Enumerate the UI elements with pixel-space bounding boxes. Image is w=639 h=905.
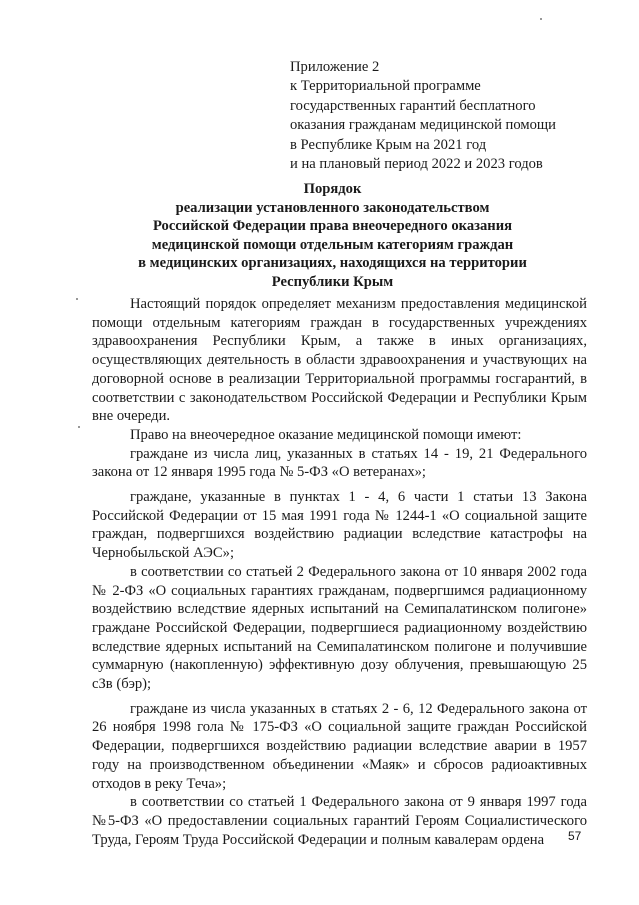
scan-speck (78, 426, 80, 428)
scan-speck (76, 298, 78, 300)
title-line: Российской Федерации права внеочередного оказания (152, 218, 513, 234)
paragraph-heroes: в соответствии со статьей 1 Федерального закона от 9 января 1997 года №5-ФЗ «О предоставлении социальных гарантий Героям Социалистического Труда, Героям Труда Российской Федерации и полным кавалерам ордена (92, 794, 587, 848)
title-line: Республики Крым (271, 273, 394, 290)
paragraph-mayak: граждане из числа указанных в статьях 2 - 6, 12 Федерального закона от 26 ноября 1998 гола № 175-ФЗ «О социальной защите граждан Российской Федерации, подвергшихся воздействию радиации вследствие аварии в 1957 году на производственном объединении «Маяк» и сбросов радиоактивных отходов в реку Теча»; (92, 700, 587, 792)
appendix-line: к Территориальной программе (290, 78, 481, 95)
title-line: реализации установленного законодательством (175, 199, 490, 216)
paragraph-right-holders: Право на внеочередное оказание медицинской помощи имеют: (130, 426, 522, 443)
document-body (92, 295, 587, 849)
paragraph-intro: Настоящий порядок определяет механизм предоставления медицинской помощи отдельным категориям граждан в государственных учреждениях здравоохранения Республики Крым, а также в иных организациях, осуществляющих деятельность в области здравоохранения и участвующих на договорной основе в реализации Территориальной программы госгарантий, в соответствии с законодательством Российской Федерации и Республики Крым вне очереди. (92, 296, 587, 425)
appendix-line: Приложение 2 (290, 59, 380, 75)
paragraph-veterans: граждане из числа лиц, указанных в статьях 14 - 19, 21 Федерального закона от 12 января 1995 года № 5-ФЗ «О ветеранах»; (92, 445, 587, 481)
appendix-line: в Республике Крым на 2021 год (290, 136, 487, 153)
appendix-line: оказания гражданам медицинской помощи (290, 117, 556, 134)
paragraph-semipalatinsk: в соответствии со статьей 2 Федерального закона от 10 января 2002 года № 2-ФЗ «О социальных гарантиях гражданам, подвергшимся радиационному воздействию вследствие ядерных испытаний на Семипалатинском полигоне» граждане Российской Федерации, подвергшиеся радиационному воздействию вследствие ядерных испытаний на Семипалатинском полигоне и получившие суммарную (накопленную) эффективную дозу облучения, превышающую 25 сЗв (бэр); (92, 563, 587, 693)
scan-speck (540, 18, 542, 20)
page-number: 57 (568, 829, 582, 843)
paragraph-chernobyl: граждане, указанные в пунктах 1 - 4, 6 части 1 статьи 13 Закона Российской Федерации от 15 мая 1991 года № 1244-1 «О социальной защите граждан, подвергшихся воздействию радиации вследствие катастрофы на Чернобыльской АЭС»; (92, 489, 587, 562)
document-title (60, 180, 605, 291)
title-line: в медицинских организациях, находящихся на территории (138, 255, 527, 271)
appendix-header (290, 58, 610, 174)
title-line: Порядок (303, 181, 362, 197)
appendix-line: и на плановый период 2022 и 2023 годов (290, 156, 543, 173)
appendix-line: государственных гарантий бесплатного (290, 97, 536, 114)
title-line: медицинской помощи отдельным категориям граждан (151, 236, 514, 253)
